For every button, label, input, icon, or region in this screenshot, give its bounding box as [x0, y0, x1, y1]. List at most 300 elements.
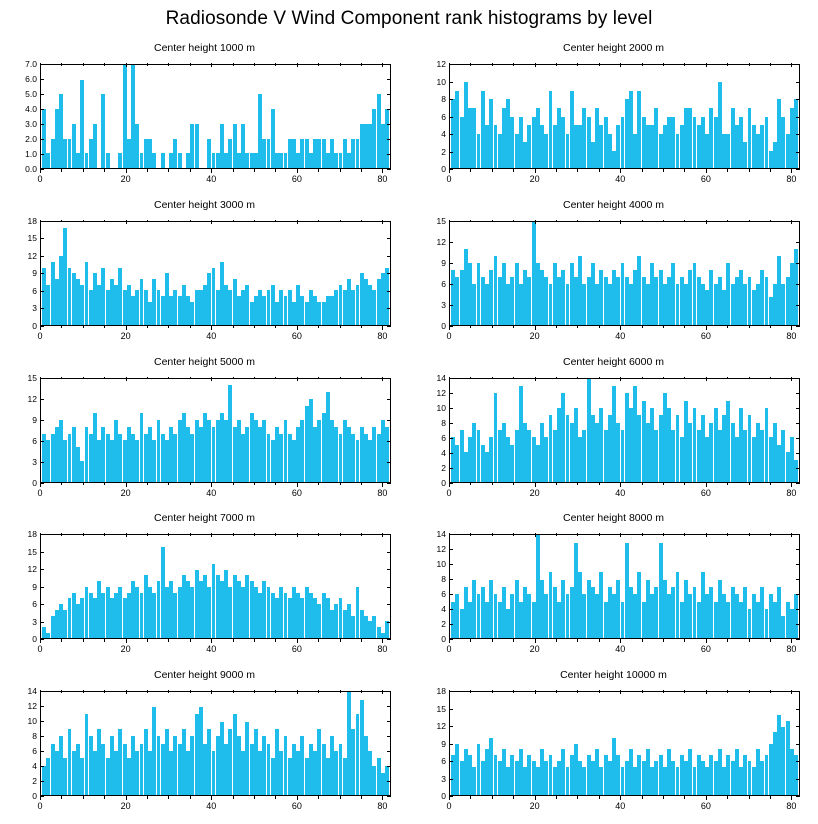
- x-tick-top: [104, 377, 105, 380]
- x-tick: [599, 326, 600, 329]
- y-tick: [449, 117, 453, 118]
- x-tick-top: [190, 690, 191, 693]
- bar-series: [450, 222, 799, 325]
- bar: [385, 427, 389, 482]
- x-tick: [190, 483, 191, 486]
- chart-panel: [409, 510, 818, 667]
- x-tick: [663, 169, 664, 172]
- x-tick: [599, 483, 600, 486]
- x-tick-top: [642, 377, 643, 380]
- y-tick-right: [387, 79, 391, 80]
- y-tick-label: 12: [27, 564, 37, 575]
- x-axis: [37, 169, 391, 191]
- x-tick-top: [382, 690, 383, 694]
- x-axis: [446, 326, 800, 348]
- y-tick: [40, 79, 44, 80]
- x-tick-label: 40: [206, 644, 217, 655]
- x-tick: [190, 169, 191, 172]
- x-tick-top: [211, 220, 212, 224]
- plot-frame: [40, 378, 391, 483]
- x-tick: [556, 483, 557, 486]
- x-tick: [361, 796, 362, 799]
- x-tick-top: [168, 533, 169, 536]
- x-tick: [642, 169, 643, 172]
- plot-frame: [449, 691, 800, 796]
- panel-title: Center height 2000 m: [563, 42, 664, 54]
- y-tick-label: 4: [441, 447, 446, 458]
- y-tick-right: [796, 453, 800, 454]
- y-tick: [40, 154, 44, 155]
- x-tick-label: 60: [291, 801, 302, 812]
- x-tick-top: [83, 63, 84, 66]
- y-tick-label: 10: [436, 402, 446, 413]
- x-tick-label: 20: [529, 801, 540, 812]
- y-tick-label: 10: [436, 76, 446, 87]
- bar: [385, 621, 389, 638]
- x-tick-top: [791, 690, 792, 694]
- x-tick-top: [340, 220, 341, 223]
- x-tick-top: [104, 63, 105, 66]
- y-tick-right: [796, 221, 800, 222]
- bar-series: [41, 692, 390, 795]
- x-tick: [706, 326, 707, 330]
- x-tick-top: [233, 63, 234, 66]
- x-tick-top: [126, 63, 127, 67]
- x-tick-label: 40: [206, 330, 217, 341]
- y-tick: [449, 82, 453, 83]
- plot-area: [449, 221, 800, 326]
- x-tick-top: [211, 377, 212, 381]
- plot-area: [40, 221, 391, 326]
- x-tick-top: [535, 690, 536, 694]
- y-tick-label: 14: [436, 529, 446, 540]
- x-tick: [513, 169, 514, 172]
- x-tick-top: [382, 377, 383, 381]
- x-tick-label: 40: [615, 801, 626, 812]
- bar: [794, 594, 798, 638]
- y-tick-label: 18: [436, 686, 446, 697]
- x-tick: [297, 796, 298, 800]
- x-tick: [40, 326, 41, 330]
- x-tick-top: [727, 63, 728, 66]
- panel-title: Center height 7000 m: [154, 512, 255, 525]
- y-tick-label: 12: [27, 250, 37, 261]
- x-tick: [382, 483, 383, 487]
- x-tick-top: [126, 377, 127, 381]
- y-tick-right: [387, 308, 391, 309]
- x-tick-top: [254, 220, 255, 223]
- x-tick-label: 80: [786, 644, 797, 655]
- x-tick: [83, 796, 84, 799]
- x-tick-top: [361, 220, 362, 223]
- y-tick-label: 8: [441, 417, 446, 428]
- x-tick-top: [190, 220, 191, 223]
- x-tick-label: 0: [37, 330, 43, 341]
- bar: [195, 124, 199, 168]
- x-tick-top: [535, 377, 536, 381]
- x-tick-top: [663, 63, 664, 66]
- y-tick: [449, 744, 453, 745]
- x-tick-label: 80: [786, 174, 797, 184]
- x-tick-top: [577, 63, 578, 66]
- y-axis: [409, 59, 449, 174]
- x-tick-top: [83, 533, 84, 536]
- plot-area: [40, 691, 391, 796]
- x-tick: [83, 169, 84, 172]
- x-tick-top: [275, 690, 276, 693]
- x-tick-top: [40, 533, 41, 537]
- x-tick: [382, 639, 383, 643]
- x-tick-top: [233, 533, 234, 536]
- x-tick: [297, 639, 298, 643]
- x-tick: [513, 639, 514, 642]
- x-tick: [83, 483, 84, 486]
- y-tick-label: 3: [441, 773, 446, 784]
- y-tick-label: 4: [441, 604, 446, 615]
- x-tick-label: 20: [120, 801, 131, 812]
- x-tick: [211, 326, 212, 330]
- x-axis: [37, 326, 391, 348]
- chart-panel: [409, 667, 818, 824]
- x-tick: [168, 639, 169, 642]
- x-tick: [275, 169, 276, 172]
- x-tick-top: [318, 377, 319, 380]
- x-tick: [318, 326, 319, 329]
- x-tick: [126, 796, 127, 800]
- x-tick: [470, 483, 471, 486]
- chart-panel: [409, 354, 818, 511]
- x-tick-top: [599, 690, 600, 693]
- x-tick-top: [147, 690, 148, 693]
- x-tick-top: [147, 220, 148, 223]
- x-tick: [749, 796, 750, 799]
- y-tick: [40, 721, 44, 722]
- x-tick-top: [620, 533, 621, 537]
- chart-panel: [0, 667, 409, 824]
- y-tick: [449, 453, 453, 454]
- x-tick-label: 0: [446, 487, 452, 498]
- x-tick-top: [297, 63, 298, 67]
- y-tick-label: 0.0: [25, 164, 37, 174]
- y-tick-label: 12: [27, 393, 37, 404]
- y-tick: [40, 604, 44, 605]
- y-tick-right: [796, 64, 800, 65]
- y-tick-label: 2: [32, 776, 37, 787]
- x-tick-top: [83, 690, 84, 693]
- x-tick: [61, 796, 62, 799]
- x-tick: [791, 326, 792, 330]
- x-tick-top: [620, 63, 621, 67]
- bar-series: [450, 692, 799, 795]
- y-tick-right: [387, 766, 391, 767]
- x-tick: [104, 639, 105, 642]
- y-tick-right: [796, 468, 800, 469]
- y-tick-right: [387, 691, 391, 692]
- y-tick-right: [796, 594, 800, 595]
- x-tick-top: [642, 220, 643, 223]
- x-tick: [449, 169, 450, 173]
- x-tick-label: 20: [529, 174, 540, 184]
- x-tick: [727, 326, 728, 329]
- plot-frame: [449, 221, 800, 326]
- x-tick: [361, 169, 362, 172]
- y-tick-right: [387, 569, 391, 570]
- x-tick-label: 20: [120, 644, 131, 655]
- x-tick-top: [40, 690, 41, 694]
- y-tick-label: 12: [436, 59, 446, 69]
- x-tick: [470, 639, 471, 642]
- bar: [178, 153, 182, 168]
- x-tick-top: [61, 63, 62, 66]
- x-tick-top: [791, 377, 792, 381]
- plot-area: [40, 64, 391, 169]
- x-tick-top: [492, 533, 493, 536]
- x-tick-top: [297, 690, 298, 694]
- y-tick-label: 15: [27, 546, 37, 557]
- y-tick: [449, 134, 453, 135]
- x-tick-label: 20: [529, 644, 540, 655]
- y-tick-right: [796, 82, 800, 83]
- x-tick-top: [318, 690, 319, 693]
- panel-title: Center height 10000 m: [560, 669, 667, 682]
- y-tick: [449, 726, 453, 727]
- x-tick-top: [254, 690, 255, 693]
- bar: [385, 268, 389, 325]
- x-tick: [40, 796, 41, 800]
- x-tick-top: [556, 690, 557, 693]
- y-tick-right: [387, 154, 391, 155]
- y-tick-label: 0: [441, 164, 446, 174]
- x-tick: [620, 639, 621, 643]
- y-axis: [0, 686, 40, 802]
- x-tick-top: [513, 63, 514, 66]
- y-tick: [449, 423, 453, 424]
- x-tick-label: 20: [120, 174, 131, 184]
- y-tick-label: 0: [32, 634, 37, 645]
- x-tick: [770, 639, 771, 642]
- x-tick: [61, 169, 62, 172]
- x-tick: [190, 796, 191, 799]
- x-tick: [577, 639, 578, 642]
- x-tick: [233, 796, 234, 799]
- x-tick: [449, 639, 450, 643]
- x-tick-top: [791, 220, 792, 224]
- x-tick: [749, 169, 750, 172]
- y-tick-right: [796, 609, 800, 610]
- x-tick: [297, 483, 298, 487]
- y-axis: [409, 529, 449, 645]
- chart-panel: [0, 197, 409, 354]
- x-tick-label: 60: [700, 801, 711, 812]
- y-tick-right: [796, 726, 800, 727]
- y-tick-right: [796, 624, 800, 625]
- x-tick: [40, 483, 41, 487]
- bar-series: [41, 65, 390, 168]
- x-tick-top: [275, 220, 276, 223]
- panel-title: Center height 8000 m: [563, 512, 664, 525]
- y-tick-label: 0: [32, 320, 37, 331]
- x-tick-top: [61, 220, 62, 223]
- x-tick: [492, 639, 493, 642]
- x-tick-top: [642, 533, 643, 536]
- x-tick: [104, 169, 105, 172]
- x-tick-top: [275, 533, 276, 536]
- x-tick: [318, 639, 319, 642]
- x-tick: [318, 169, 319, 172]
- x-tick-top: [684, 63, 685, 66]
- x-tick: [727, 483, 728, 486]
- bar-series: [450, 65, 799, 168]
- x-tick-label: 0: [37, 487, 43, 498]
- x-tick-label: 80: [377, 330, 388, 341]
- y-tick-label: 8: [441, 94, 446, 104]
- x-tick-top: [599, 533, 600, 536]
- x-tick: [556, 796, 557, 799]
- x-tick-top: [577, 533, 578, 536]
- y-tick-label: 15: [27, 372, 37, 383]
- x-tick: [211, 169, 212, 173]
- x-tick: [61, 326, 62, 329]
- x-tick-top: [535, 63, 536, 67]
- y-tick: [40, 238, 44, 239]
- x-tick-top: [449, 377, 450, 381]
- x-tick: [770, 483, 771, 486]
- x-tick: [642, 326, 643, 329]
- y-tick-label: 9: [32, 581, 37, 592]
- x-tick-top: [577, 377, 578, 380]
- x-tick: [126, 639, 127, 643]
- x-tick: [492, 796, 493, 799]
- x-tick: [749, 639, 750, 642]
- x-tick-top: [318, 63, 319, 66]
- x-tick-top: [620, 377, 621, 381]
- y-tick-right: [387, 552, 391, 553]
- x-tick: [663, 483, 664, 486]
- y-tick-right: [796, 305, 800, 306]
- x-tick: [513, 326, 514, 329]
- x-tick: [620, 796, 621, 800]
- x-tick-top: [361, 533, 362, 536]
- y-tick: [40, 462, 44, 463]
- x-tick-label: 40: [615, 330, 626, 341]
- x-tick-top: [382, 63, 383, 67]
- y-tick: [40, 308, 44, 309]
- y-tick-label: 2: [441, 146, 446, 157]
- plot-area: [40, 534, 391, 639]
- y-tick: [40, 291, 44, 292]
- chart-panel: [409, 40, 818, 197]
- y-tick-label: 2: [441, 462, 446, 473]
- x-tick-label: 40: [615, 174, 626, 184]
- x-tick-top: [361, 63, 362, 66]
- x-tick: [749, 326, 750, 329]
- y-tick-right: [796, 564, 800, 565]
- x-tick-top: [449, 690, 450, 694]
- x-tick: [513, 483, 514, 486]
- x-tick: [254, 169, 255, 172]
- bar: [794, 249, 798, 325]
- y-tick-label: 15: [436, 215, 446, 226]
- x-tick-top: [126, 533, 127, 537]
- y-tick: [449, 438, 453, 439]
- x-axis: [446, 483, 800, 505]
- y-tick-label: 0: [441, 477, 446, 488]
- plot-area: [449, 378, 800, 483]
- y-tick-right: [796, 263, 800, 264]
- x-tick: [470, 326, 471, 329]
- x-tick-label: 20: [529, 487, 540, 498]
- x-tick-label: 60: [291, 487, 302, 498]
- y-tick-label: 3.0: [25, 119, 37, 129]
- y-tick-label: 0: [32, 791, 37, 802]
- x-tick: [684, 483, 685, 486]
- x-tick: [233, 326, 234, 329]
- x-tick-top: [513, 220, 514, 223]
- x-tick: [535, 326, 536, 330]
- x-tick-top: [190, 533, 191, 536]
- x-tick-top: [749, 533, 750, 536]
- y-tick: [449, 709, 453, 710]
- bar-series: [450, 379, 799, 482]
- x-tick-top: [297, 377, 298, 381]
- x-tick-top: [684, 377, 685, 380]
- y-tick-right: [796, 242, 800, 243]
- x-tick-top: [749, 63, 750, 66]
- x-axis: [446, 639, 800, 661]
- x-tick-top: [318, 220, 319, 223]
- x-tick-top: [727, 533, 728, 536]
- x-tick: [275, 796, 276, 799]
- y-tick-label: 3: [32, 303, 37, 314]
- panel-grid: [0, 40, 818, 824]
- y-tick-right: [387, 291, 391, 292]
- y-tick: [40, 441, 44, 442]
- x-tick-top: [535, 220, 536, 224]
- y-tick: [40, 587, 44, 588]
- x-tick-label: 80: [377, 644, 388, 655]
- x-tick: [706, 169, 707, 173]
- y-tick-label: 6: [441, 278, 446, 289]
- y-tick-label: 9: [441, 257, 446, 268]
- x-tick: [147, 483, 148, 486]
- x-tick-label: 40: [206, 801, 217, 812]
- x-tick-top: [449, 63, 450, 67]
- x-tick-top: [727, 690, 728, 693]
- x-tick: [684, 169, 685, 172]
- y-axis: [409, 372, 449, 488]
- y-tick: [449, 624, 453, 625]
- y-tick-label: 6: [441, 756, 446, 767]
- y-tick-right: [387, 736, 391, 737]
- plot-area: [449, 691, 800, 796]
- y-tick-label: 15: [436, 703, 446, 714]
- y-tick-right: [796, 423, 800, 424]
- x-tick: [168, 483, 169, 486]
- x-tick: [770, 169, 771, 172]
- x-tick-top: [340, 533, 341, 536]
- x-tick-top: [556, 63, 557, 66]
- bar-series: [41, 535, 390, 638]
- y-tick-right: [387, 94, 391, 95]
- x-tick: [168, 169, 169, 172]
- x-tick: [168, 796, 169, 799]
- x-tick: [791, 639, 792, 643]
- y-tick-right: [387, 781, 391, 782]
- x-tick-top: [706, 63, 707, 67]
- x-tick: [254, 326, 255, 329]
- panel-title: Center height 9000 m: [154, 669, 255, 682]
- y-tick-label: 12: [436, 387, 446, 398]
